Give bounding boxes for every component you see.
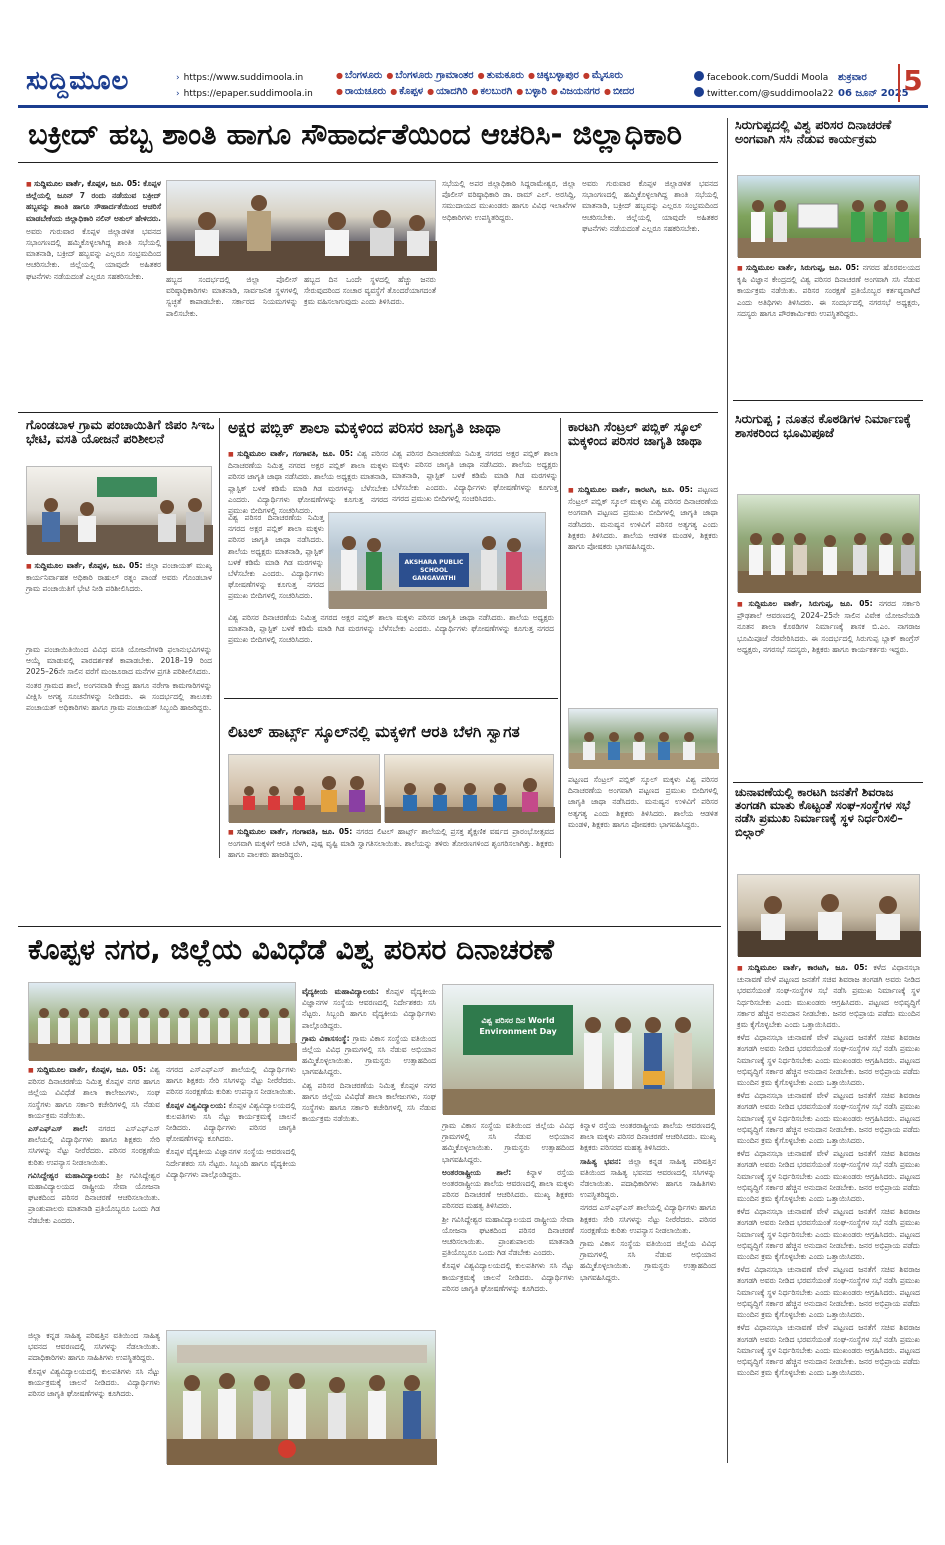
issue-date-text: 06 ಜೂನ್ 2025 (838, 88, 909, 99)
koppal-env-photo-1 (28, 982, 296, 1060)
article-paragraph: ಕೊಪ್ಪಳ ವಿಶ್ವವಿದ್ಯಾಲಯದಲ್ಲಿ ಕುಲಪತಿಗಳು ಸಸಿ ನೆಟ್ಟು ಕಾರ್ಯಕ್ರಮಕ್ಕೆ ಚಾಲನೆ ನೀಡಿದರು. ವಿದ್ಯಾರ್ಥಿಗಳು ಪರಿಸರ ಜಾಗೃತಿ ಘೋಷಣೆಗಳನ್ನು ಕೂಗಿದರು. (28, 1366, 160, 1399)
district-item: ● ಯಾದಗಿರಿ (427, 86, 467, 97)
website-link[interactable]: https://www.suddimoola.in (183, 73, 304, 83)
district-item: ● ವಿಜಯನಗರ (551, 86, 600, 97)
karatagi-rally-photo (568, 708, 718, 768)
bakrid-col-1 (26, 178, 161, 408)
divider (733, 782, 923, 783)
article-paragraph: ನಗರದ ಲಿಟಲ್ ಹಾರ್ಟ್ಸ್ ಶಾಲೆಯಲ್ಲಿ ಪ್ರಸಕ್ತ ಶೈಕ್ಷಣಿಕ ವರ್ಷದ ಪ್ರಾರಂಭೋತ್ಸವದ ಅಂಗವಾಗಿ ಮಕ್ಕಳಿಗೆ ಆರತಿ ಬೆಳಗಿ, ಪುಷ್ಪ ವೃಷ್ಟಿ ಮಾಡಿ ಸ್ವಾಗತಿಸಲಾಯಿತು. ಶಾಲೆಯನ್ನು ತಳಿರು ತೋರಣಗಳಿಂದ ಶೃಂಗರಿಸಲಾಗಿತ್ತು. ಶಿಕ್ಷಕರು ಹಾಗೂ ಪಾಲಕರು ಹಾಜರಿದ್ದರು. (228, 827, 554, 860)
article-subhead: ಗ್ರಾಮ ವಿಕಾಸಸಂಸ್ಥೆ: (302, 1033, 350, 1043)
bakrid-meeting-photo (166, 180, 436, 270)
koppal-env-col-6 (28, 1330, 160, 1465)
district-item: ● ಬಳ್ಳಾರಿ (516, 86, 547, 97)
article-paragraph: ವಿಶ್ವ ಪರಿಸರ ದಿನಾಚರಣೆಯ ನಿಮಿತ್ತ ಕೊಪ್ಪಳ ನಗರ ಹಾಗೂ ಜಿಲ್ಲೆಯ ವಿವಿಧೆಡೆ ಶಾಲಾ ಕಾಲೇಜುಗಳು, ಸಂಘ ಸಂಸ್ಥೆಗಳು ಹಾಗೂ ಸರ್ಕಾರಿ ಕಚೇರಿಗಳಲ್ಲಿ ಸಸಿ ನೆಡುವ ಕಾರ್ಯಕ್ರಮ ನಡೆಯಿತು. (28, 1065, 161, 1120)
article-paragraph: ಕೊಪ್ಪಳ ವೈದ್ಯಕೀಯ ವಿಜ್ಞಾನಗಳ ಸಂಸ್ಥೆಯ ಆವರಣದಲ್ಲಿ ನಿರ್ದೇಶಕರು ಸಸಿ ನೆಟ್ಟರು. ಸಿಬ್ಬಂದಿ ಹಾಗೂ ವೈದ್ಯಕೀಯ ವಿದ್ಯಾರ್ಥಿಗಳು ಪಾಲ್ಗೊಂಡಿದ್ದರು. (302, 987, 436, 1030)
little-hearts-photo-1 (228, 754, 380, 822)
masthead (18, 62, 928, 108)
bakrid-col-5 (582, 178, 718, 408)
divider (224, 698, 558, 699)
article-paragraph: ಕಿನ್ನಾಳ ರಸ್ತೆಯ ಅಂತರರಾಷ್ಟ್ರೀಯ ಶಾಲೆಯ ಆವರಣದಲ್ಲಿ ಶಾಲಾ ಮಕ್ಕಳು ಪರಿಸರ ದಿನಾಚರಣೆ ಆಚರಿಸಿದರು. ಮುಖ್ಯ ಶಿಕ್ಷಕರು ಪರಿಸರದ ಮಹತ್ವ ತಿಳಿಸಿದರು. (580, 1121, 716, 1153)
article-paragraph: ಹಬ್ಬದ ದಿನ ಒಂದೇ ಸ್ಥಳದಲ್ಲಿ ಹೆಚ್ಚು ಜನರು ಸೇರುವುದರಿಂದ ಸಂಚಾರ ವ್ಯವಸ್ಥೆಗೆ ತೊಂದರೆಯಾಗದಂತೆ ಕ್ರಮ ವಹಿಸಲಾಗುವುದು ಎಂದು ತಿಳಿಸಿದರು. (304, 275, 436, 307)
byline: ■ ಸುದ್ದಿಮೂಲ ವಾರ್ತೆ, ಕೊಪ್ಪಳ, ಜೂ. 05: (26, 561, 142, 570)
article-paragraph: ಜಿಲ್ಲಾ ಪಂಚಾಯತ್ ಮುಖ್ಯ ಕಾರ್ಯನಿರ್ವಾಹಕ ಅಧಿಕಾರಿ ರಾಹುಲ್ ರತ್ನಂ ಪಾಂಡೆ ಅವರು ಗೊಂಡಬಾಳ ಗ್ರಾಮ ಪಂಚಾಯಿತಿಗೆ ಭೇಟಿ ನೀಡಿ ಪರಿಶೀಲಿಸಿದರು. (26, 561, 213, 594)
district-item: ● ಬೆಂಗಳೂರು ಗ್ರಾಮಾಂತರ (386, 70, 473, 81)
district-row-1 (336, 68, 666, 84)
tree-planting-photo (737, 175, 920, 257)
divider (18, 162, 718, 163)
koppal-env-photo-2 (442, 984, 714, 1114)
article-paragraph: ಗ್ರಾಮ ವಿಕಾಸ ಸಂಸ್ಥೆಯ ವತಿಯಿಂದ ಜಿಲ್ಲೆಯ ವಿವಿಧ ಗ್ರಾಮಗಳಲ್ಲಿ ಸಸಿ ನೆಡುವ ಅಭಿಯಾನ ಹಮ್ಮಿಕೊಳ್ಳಲಾಯಿತು. ಗ್ರಾಮಸ್ಥರು ಉತ್ಸಾಹದಿಂದ ಭಾಗವಹಿಸಿದ್ದರು. (580, 1239, 716, 1282)
district-item: ● ಕಲಬುರಗಿ (472, 86, 513, 97)
byline: ■ ಸುದ್ದಿಮೂಲ ವಾರ್ತೆ, ಕೊಪ್ಪಳ, ಜೂ. 05: (26, 179, 140, 188)
district-item: ● ರಾಯಚೂರು (336, 86, 386, 97)
byline: ■ ಸುದ್ದಿಮೂಲ ವಾರ್ತೆ, ಸಿರುಗುಪ್ಪ, ಜೂ. 05: (737, 599, 873, 608)
article-paragraph: ಕಳೆದ ವಿಧಾನಸಭಾ ಚುನಾವಣೆ ವೇಳೆ ಪಟ್ಟಣದ ಜನತೆಗೆ ಸಚಿವ ಶಿವರಾಜ ತಂಗಡಗಿ ಅವರು ನೀಡಿದ ಭರವಸೆಯಂತೆ ಸಂಘ-ಸಂಸ್ಥೆಗಳ ಸಭೆ ನಡೆಸಿ ಪ್ರಮುಖ ನಿರ್ಮಾಣಕ್ಕೆ ಸ್ಥಳ ನಿರ್ಧರಿಸಬೇಕು ಎಂದು ಮುಖಂಡರು ಆಗ್ರಹಿಸಿದರು. ಪಟ್ಟಣದ ಅಭಿವೃದ್ಧಿಗೆ ಸರ್ಕಾರ ಹೆಚ್ಚಿನ ಅನುದಾನ ನೀಡಬೇಕು. ಜನರ ಅಭಿಪ್ರಾಯ ಪಡೆದು ಮುಂದಿನ ಕ್ರಮ ಕೈಗೊಳ್ಳಬೇಕು ಎಂದು ಒತ್ತಾಯಿಸಿದರು. (737, 1091, 920, 1146)
byline: ■ ಸುದ್ದಿಮೂಲ ವಾರ್ತೆ, ಕಾರಟಗಿ, ಜೂ. 05: (737, 963, 867, 972)
bakrid-headline: ಬಕ್ರೀದ್ ಹಬ್ಬ ಶಾಂತಿ ಹಾಗೂ ಸೌಹಾರ್ದತೆಯಿಂದ ಆಚರಿಸಿ- ಜಿಲ್ಲಾಧಿಕಾರಿ (28, 117, 682, 151)
district-item: ● ಬೀದರ (604, 86, 634, 97)
issue-day: ಶುಕ್ರವಾರ (838, 72, 867, 83)
akshara-body-2 (392, 448, 558, 508)
siruguppa-env-body (737, 262, 920, 392)
byline: ■ ಸುದ್ದಿಮೂಲ ವಾರ್ತೆ, ಸಿರುಗುಪ್ಪ, ಜೂ. 05: (737, 263, 859, 272)
article-paragraph: ಕಳೆದ ವಿಧಾನಸಭಾ ಚುನಾವಣೆ ವೇಳೆ ಪಟ್ಟಣದ ಜನತೆಗೆ ಸಚಿವ ಶಿವರಾಜ ತಂಗಡಗಿ ಅವರು ನೀಡಿದ ಭರವಸೆಯಂತೆ ಸಂಘ-ಸಂಸ್ಥೆಗಳ ಸಭೆ ನಡೆಸಿ ಪ್ರಮುಖ ನಿರ್ಮಾಣಕ್ಕೆ ಸ್ಥಳ ನಿರ್ಧರಿಸಬೇಕು ಎಂದು ಮುಖಂಡರು ಆಗ್ರಹಿಸಿದರು. ಪಟ್ಟಣದ ಅಭಿವೃದ್ಧಿಗೆ ಸರ್ಕಾರ ಹೆಚ್ಚಿನ ಅನುದಾನ ನೀಡಬೇಕು. ಜನರ ಅಭಿಪ್ರಾಯ ಪಡೆದು ಮುಂದಿನ ಕ್ರಮ ಕೈಗೊಳ್ಳಬೇಕು ಎಂದು ಒತ್ತಾಯಿಸಿದರು. (737, 1033, 920, 1088)
byline: ■ ಸುದ್ದಿಮೂಲ ವಾರ್ತೆ, ಕಾರಟಗಿ, ಜೂ. 05: (568, 485, 693, 494)
bhoomi-headline: ಸಿರುಗುಪ್ಪ ; ನೂತನ ಕೊಠಡಿಗಳ ನಿರ್ಮಾಣಕ್ಕೆ ಶಾಸಕರಿಂದ ಭೂಮಿಪೂಜೆ (735, 411, 911, 441)
chunavane-body (737, 962, 920, 1467)
divider (18, 412, 718, 413)
article-paragraph: ಜಿಲ್ಲಾ ಕನ್ನಡ ಸಾಹಿತ್ಯ ಪರಿಷತ್ತಿನ ವತಿಯಿಂದ ಸಾಹಿತ್ಯ ಭವನದ ಆವರಣದಲ್ಲಿ ಸಸಿಗಳನ್ನು ನೆಡಲಾಯಿತು. ಪದಾಧಿಕಾರಿಗಳು ಹಾಗೂ ಸಾಹಿತಿಗಳು ಉಪಸ್ಥಿತರಿದ್ದರು. (580, 1156, 717, 1200)
link-icon: › (176, 89, 180, 99)
akshara-body-1 (228, 448, 388, 516)
bhoomi-body (737, 598, 920, 778)
article-paragraph: ನಗರದ ಎಸ್ಎಫ್ಎಸ್ ಶಾಲೆಯಲ್ಲಿ ವಿದ್ಯಾರ್ಥಿಗಳು ಹಾಗೂ ಶಿಕ್ಷಕರು ಸೇರಿ ಸಸಿಗಳನ್ನು ನೆಟ್ಟು ನೀರೆರೆದರು. ಪರಿಸರ ಸಂರಕ್ಷಣೆಯ ಕುರಿತು ಉಪನ್ಯಾಸ ನೀಡಲಾಯಿತು. (28, 1124, 160, 1167)
bhoomi-pooja-scene (738, 495, 921, 593)
chunavane-headline: ಚುನಾವಣೆಯಲ್ಲಿ ಕಾರಟಗಿ ಜನತೆಗೆ ಶಿವರಾಜ ತಂಗಡಗಿ ಮಾತು ಕೊಟ್ಟಂತೆ ಸಂಘ-ಸಂಸ್ಥೆಗಳ ಸಭೆ ನಡೆಸಿ ಪ್ರಮುಖ ನಿರ್ಮಾಣಕ್ಕೆ ಸ್ಥಳ ನಿರ್ಧರಿಸಲಿ–ಬಿಲ್ಗಾರ್ (735, 785, 911, 839)
divider (18, 926, 721, 927)
siruguppa-env-headline: ಸಿರುಗುಪ್ಪದಲ್ಲಿ ವಿಶ್ವ ಪರಿಸರ ದಿನಾಚರಣೆ ಅಂಗವಾಗಿ ಸಸಿ ನೆಡುವ ಕಾರ್ಯಕ್ರಮ (735, 117, 892, 147)
article-paragraph: ವಿಶ್ವ ಪರಿಸರ ದಿನಾಚರಣೆಯ ನಿಮಿತ್ತ ನಗರದ ಅಕ್ಷರ ಪಬ್ಲಿಕ್ ಶಾಲಾ ಮಕ್ಕಳು ಪರಿಸರ ಜಾಗೃತಿ ಜಾಥಾ ನಡೆಸಿದರು. ಶಾಲೆಯ ಅಧ್ಯಕ್ಷರು ಮಾತನಾಡಿ, ಪ್ಲಾಸ್ಟಿಕ್ ಬಳಕೆ ಕಡಿಮೆ ಮಾಡಿ ಗಿಡ ಮರಗಳನ್ನು ಬೆಳೆಸಬೇಕು ಎಂದರು. ವಿದ್ಯಾರ್ಥಿಗಳು ಘೋಷಣೆಗಳನ್ನು ಕೂಗುತ್ತ ನಗರದ ಪ್ರಮುಖ ಬೀದಿಗಳಲ್ಲಿ ಸಂಚರಿಸಿದರು. (392, 449, 558, 503)
gondabal-headline: ಗೊಂಡಬಾಳ ಗ್ರಾಮ ಪಂಚಾಯಿತಿಗೆ ಜಿಪಂ ಸಿಇಒ ಭೇಟಿ, ವಸತಿ ಯೋಜನೆ ಪರಿಶೀಲನೆ (26, 417, 215, 447)
article-lead: ಕೊಪ್ಪಳ ಜಿಲ್ಲೆಯಲ್ಲಿ ಜೂನ್ 7 ರಂದು ನಡೆಯುವ ಬಕ್ರೀದ್ ಹಬ್ಬವನ್ನು ಶಾಂತಿ ಹಾಗೂ ಸೌಹಾರ್ದತೆಯಿಂದ ಆಚರಿಸೆ ಮಾಡಬೇಕೆಂದು ಜಿಲ್ಲಾಧಿಕಾರಿ ನಲಿನ್ ಅತುಲ್ ಹೇಳಿದರು. (26, 179, 162, 223)
article-paragraph: ಪಟ್ಟಣದ ಸೆಂಟ್ರಲ್ ಪಬ್ಲಿಕ್ ಸ್ಕೂಲ್ ಮಕ್ಕಳು ವಿಶ್ವ ಪರಿಸರ ದಿನಾಚರಣೆಯ ಅಂಗವಾಗಿ ಪಟ್ಟಣದ ಪ್ರಮುಖ ಬೀದಿಗಳಲ್ಲಿ ಜಾಗೃತಿ ಜಾಥಾ ನಡೆಸಿದರು. ಮನುಷ್ಯನ ಉಳಿವಿಗೆ ಪರಿಸರ ಅತ್ಯಗತ್ಯ ಎಂದು ಶಿಕ್ಷಕರು ತಿಳಿಸಿದರು. ಶಾಲೆಯ ಆಡಳಿತ ಮಂಡಳಿ, ಶಿಕ್ಷಕರು ಹಾಗೂ ಪೋಷಕರು ಭಾಗವಹಿಸಿದ್ದರು. (568, 485, 718, 552)
article-paragraph: ಕಿನ್ನಾಳ ರಸ್ತೆಯ ಅಂತರರಾಷ್ಟ್ರೀಯ ಶಾಲೆಯ ಆವರಣದಲ್ಲಿ ಶಾಲಾ ಮಕ್ಕಳು ಪರಿಸರ ದಿನಾಚರಣೆ ಆಚರಿಸಿದರು. ಮುಖ್ಯ ಶಿಕ್ಷಕರು ಪರಿಸರದ ಮಹತ್ವ ತಿಳಿಸಿದರು. (442, 1167, 574, 1211)
gondabal-body-1 (26, 560, 212, 640)
article-subhead: ಸಾಹಿತ್ಯ ಭವನ: (580, 1156, 622, 1166)
article-paragraph: ನಗರದ ಎಸ್ಎಫ್ಎಸ್ ಶಾಲೆಯಲ್ಲಿ ವಿದ್ಯಾರ್ಥಿಗಳು ಹಾಗೂ ಶಿಕ್ಷಕರು ಸೇರಿ ಸಸಿಗಳನ್ನು ನೆಟ್ಟು ನೀರೆರೆದರು. ಪರಿಸರ ಸಂರಕ್ಷಣೆಯ ಕುರಿತು ಉಪನ್ಯಾಸ ನೀಡಲಾಯಿತು. (166, 1065, 296, 1097)
sapling-planting-scene (167, 1331, 437, 1465)
gondabal-body-2 (26, 644, 212, 854)
byline: ■ ಸುದ್ದಿಮೂಲ ವಾರ್ತೆ, ಗಂಗಾವತಿ, ಜೂ. 05: (228, 827, 352, 836)
page-number: 5 (898, 64, 926, 102)
district-item: ● ಬೆಂಗಳೂರು (336, 70, 382, 81)
link-icon: › (176, 73, 180, 83)
article-paragraph: ಕಳೆದ ವಿಧಾನಸಭಾ ಚುನಾವಣೆ ವೇಳೆ ಪಟ್ಟಣದ ಜನತೆಗೆ ಸಚಿವ ಶಿವರಾಜ ತಂಗಡಗಿ ಅವರು ನೀಡಿದ ಭರವಸೆಯಂತೆ ಸಂಘ-ಸಂಸ್ಥೆಗಳ ಸಭೆ ನಡೆಸಿ ಪ್ರಮುಖ ನಿರ್ಮಾಣಕ್ಕೆ ಸ್ಥಳ ನಿರ್ಧರಿಸಬೇಕು ಎಂದು ಮುಖಂಡರು ಆಗ್ರಹಿಸಿದರು. ಪಟ್ಟಣದ ಅಭಿವೃದ್ಧಿಗೆ ಸರ್ಕಾರ ಹೆಚ್ಚಿನ ಅನುದಾನ ನೀಡಬೇಕು. ಜನರ ಅಭಿಪ್ರಾಯ ಪಡೆದು ಮುಂದಿನ ಕ್ರಮ ಕೈಗೊಳ್ಳಬೇಕು ಎಂದು ಒತ್ತಾಯಿಸಿದರು. (737, 1265, 920, 1320)
little-hearts-headline: ಲಿಟಲ್ ಹಾರ್ಟ್ಸ್ ಸ್ಕೂಲ್‌ನಲ್ಲಿ ಮಕ್ಕಳಿಗೆ ಆರತಿ ಬೆಳಗಿ ಸ್ವಾಗತ (228, 723, 520, 741)
akshara-headline: ಅಕ್ಷರ ಪಬ್ಲಿಕ್ ಶಾಲಾ ಮಕ್ಕಳಿಂದ ಪರಿಸರ ಜಾಗೃತಿ ಜಾಥಾ (228, 419, 501, 437)
article-paragraph: ಗ್ರಾಮ ಪಂಚಾಯಿತಿಯಿಂದ ವಿವಿಧ ವಸತಿ ಯೋಜನೆಗಳಡಿ ಫಲಾನುಭವಿಗಳನ್ನು ಆಯ್ಕೆ ಮಾಡುವಲ್ಲಿ ಪಾರದರ್ಶಕತೆ ಕಾಪಾಡಬೇಕು. 2018–19 ರಿಂದ 2025–26ನೇ ಸಾಲಿನ ವರೆಗೆ ಮಂಜೂರಾದ ಮನೆಗಳ ಪ್ರಗತಿ ಪರಿಶೀಲಿಸಿದರು. (26, 645, 212, 677)
article-paragraph: ಹಬ್ಬದ ಸಂದರ್ಭದಲ್ಲಿ ಜಿಲ್ಲಾ ಪೊಲೀಸ್ ವರಿಷ್ಠಾಧಿಕಾರಿಗಳು ಮಾತನಾಡಿ, ಸಾರ್ವಜನಿಕ ಸ್ಥಳಗಳಲ್ಲಿ ಸ್ವಚ್ಛತೆ ಕಾಪಾಡಬೇಕು. ಸರ್ಕಾರದ ನಿಯಮಗಳನ್ನು ಪಾಲಿಸಬೇಕು. (166, 275, 298, 318)
article-paragraph: ಗ್ರಾಮ ವಿಕಾಸ ಸಂಸ್ಥೆಯ ವತಿಯಿಂದ ಜಿಲ್ಲೆಯ ವಿವಿಧ ಗ್ರಾಮಗಳಲ್ಲಿ ಸಸಿ ನೆಡುವ ಅಭಿಯಾನ ಹಮ್ಮಿಕೊಳ್ಳಲಾಯಿತು. ಗ್ರಾಮಸ್ಥರು ಉತ್ಸಾಹದಿಂದ ಭಾಗವಹಿಸಿದ್ದರು. (442, 1121, 574, 1164)
facebook-icon (694, 71, 704, 81)
article-paragraph: ಅವರು ಗುರುವಾರ ಕೊಪ್ಪಳ ಜಿಲ್ಲಾಡಳಿತ ಭವನದ ಸಭಾಂಗಣದಲ್ಲಿ ಹಮ್ಮಿಕೊಳ್ಳಲಾಗಿದ್ದ ಶಾಂತಿ ಸಭೆಯಲ್ಲಿ ಮಾತನಾಡಿ, ಬಕ್ರೀದ್ ಹಬ್ಬವನ್ನು ಎಲ್ಲರೂ ಸಂಭ್ರಮದಿಂದ ಆಚರಿಸಬೇಕು. ಜಿಲ್ಲೆಯಲ್ಲಿ ಯಾವುದೇ ಅಹಿತಕರ ಘಟನೆಗಳು ನಡೆಯದಂತೆ ಎಲ್ಲರೂ ಸಹಕರಿಸಬೇಕು. (26, 226, 161, 281)
tree-planting-scene (738, 176, 921, 258)
karatagi-headline: ಕಾರಟಗಿ ಸೆಂಟ್ರಲ್ ಪಬ್ಲಿಕ್ ಸ್ಕೂಲ್ ಮಕ್ಕಳಿಂದ ಪರಿಸರ ಜಾಗೃತಿ ಜಾಥಾ (568, 419, 702, 449)
district-item: ● ಕೊಪ್ಪಳ (390, 86, 423, 97)
article-paragraph: ಗ್ರಾಮ ವಿಕಾಸ ಸಂಸ್ಥೆಯ ವತಿಯಿಂದ ಜಿಲ್ಲೆಯ ವಿವಿಧ ಗ್ರಾಮಗಳಲ್ಲಿ ಸಸಿ ನೆಡುವ ಅಭಿಯಾನ ಹಮ್ಮಿಕೊಳ್ಳಲಾಯಿತು. ಗ್ರಾಮಸ್ಥರು ಉತ್ಸಾಹದಿಂದ ಭಾಗವಹಿಸಿದ್ದರು. (302, 1033, 436, 1077)
article-subhead: ಅಂತರರಾಷ್ಟ್ರೀಯ ಶಾಲೆ: (442, 1167, 512, 1177)
byline: ■ ಸುದ್ದಿಮೂಲ ವಾರ್ತೆ, ಕೊಪ್ಪಳ, ಜೂ. 05: (28, 1065, 146, 1074)
article-subhead: ವೈದ್ಯಕೀಯ ಮಹಾವಿದ್ಯಾಲಯ: (302, 987, 379, 996)
article-subhead: ಎಸ್ಎಫ್ಎಸ್ ಶಾಲೆ: (28, 1124, 88, 1134)
social-links (694, 70, 834, 102)
masthead-urls (176, 70, 313, 102)
office-photo-scene (27, 467, 213, 555)
twitter-link[interactable]: twitter.com/@suddimoola22 (707, 89, 834, 99)
twitter-icon (694, 87, 704, 97)
article-paragraph: ಪಟ್ಟಣದ ಸೆಂಟ್ರಲ್ ಪಬ್ಲಿಕ್ ಸ್ಕೂಲ್ ಮಕ್ಕಳು ವಿಶ್ವ ಪರಿಸರ ದಿನಾಚರಣೆಯ ಅಂಗವಾಗಿ ಪಟ್ಟಣದ ಪ್ರಮುಖ ಬೀದಿಗಳಲ್ಲಿ ಜಾಗೃತಿ ಜಾಥಾ ನಡೆಸಿದರು. ಮನುಷ್ಯನ ಉಳಿವಿಗೆ ಪರಿಸರ ಅತ್ಯಗತ್ಯ ಎಂದು ಶಿಕ್ಷಕರು ತಿಳಿಸಿದರು. ಶಾಲೆಯ ಆಡಳಿತ ಮಂಡಳಿ, ಶಿಕ್ಷಕರು ಹಾಗೂ ಪೋಷಕರು ಭಾಗವಹಿಸಿದ್ದರು. (568, 775, 718, 829)
group-photo-scene (29, 983, 297, 1061)
article-paragraph: ಅವರು ಗುರುವಾರ ಕೊಪ್ಪಳ ಜಿಲ್ಲಾಡಳಿತ ಭವನದ ಸಭಾಂಗಣದಲ್ಲಿ ಹಮ್ಮಿಕೊಳ್ಳಲಾಗಿದ್ದ ಶಾಂತಿ ಸಭೆಯಲ್ಲಿ ಮಾತನಾಡಿ, ಬಕ್ರೀದ್ ಹಬ್ಬವನ್ನು ಎಲ್ಲರೂ ಸಂಭ್ರಮದಿಂದ ಆಚರಿಸಬೇಕು. ಜಿಲ್ಲೆಯಲ್ಲಿ ಯಾವುದೇ ಅಹಿತಕರ ಘಟನೆಗಳು ನಡೆಯದಂತೆ ಎಲ್ಲರೂ ಸಹಕರಿಸಬೇಕು. (582, 179, 718, 233)
meeting-photo-scene (167, 181, 437, 271)
bakrid-col-2 (166, 274, 298, 408)
article-paragraph: ಕೊಪ್ಪಳ ವಿಶ್ವವಿದ್ಯಾಲಯದಲ್ಲಿ ಕುಲಪತಿಗಳು ಸಸಿ ನೆಟ್ಟು ಕಾರ್ಯಕ್ರಮಕ್ಕೆ ಚಾಲನೆ ನೀಡಿದರು. ವಿದ್ಯಾರ್ಥಿಗಳು ಪರಿಸರ ಜಾಗೃತಿ ಘೋಷಣೆಗಳನ್ನು ಕೂಗಿದರು. (166, 1100, 296, 1144)
divider (733, 400, 923, 401)
article-paragraph: ಸಭೆಯಲ್ಲಿ ಅಪರ ಜಿಲ್ಲಾಧಿಕಾರಿ ಸಿದ್ದರಾಮೇಶ್ವರ, ಜಿಲ್ಲಾ ಪೊಲೀಸ್ ವರಿಷ್ಠಾಧಿಕಾರಿ ಡಾ. ರಾಮ್ ಎಲ್. ಅರಸಿದ್ದಿ, ಸಮುದಾಯದ ಮುಖಂಡರು ಹಾಗೂ ವಿವಿಧ ಇಲಾಖೆಗಳ ಅಧಿಕಾರಿಗಳು ಉಪಸ್ಥಿತರಿದ್ದರು. (442, 179, 576, 222)
bakrid-col-4 (442, 178, 576, 408)
district-item: ● ತುಮಕೂರು (478, 70, 524, 81)
column-divider (727, 118, 728, 1463)
koppal-env-col-3 (302, 986, 436, 1324)
little-hearts-body (228, 826, 554, 860)
article-paragraph: ಜಿಲ್ಲಾ ಕನ್ನಡ ಸಾಹಿತ್ಯ ಪರಿಷತ್ತಿನ ವತಿಯಿಂದ ಸಾಹಿತ್ಯ ಭವನದ ಆವರಣದಲ್ಲಿ ಸಸಿಗಳನ್ನು ನೆಡಲಾಯಿತು. ಪದಾಧಿಕಾರಿಗಳು ಹಾಗೂ ಸಾಹಿತಿಗಳು ಉಪಸ್ಥಿತರಿದ್ದರು. (28, 1331, 160, 1363)
article-paragraph: ವಿಶ್ವ ಪರಿಸರ ದಿನಾಚರಣೆಯ ನಿಮಿತ್ತ ನಗರದ ಅಕ್ಷರ ಪಬ್ಲಿಕ್ ಶಾಲಾ ಮಕ್ಕಳು ಪರಿಸರ ಜಾಗೃತಿ ಜಾಥಾ ನಡೆಸಿದರು. ಶಾಲೆಯ ಅಧ್ಯಕ್ಷರು ಮಾತನಾಡಿ, ಪ್ಲಾಸ್ಟಿಕ್ ಬಳಕೆ ಕಡಿಮೆ ಮಾಡಿ ಗಿಡ ಮರಗಳನ್ನು ಬೆಳೆಸಬೇಕು ಎಂದರು. ವಿದ್ಯಾರ್ಥಿಗಳು ಘೋಷಣೆಗಳನ್ನು ಕೂಗುತ್ತ ನಗರದ ಪ್ರಮುಖ ಬೀದಿಗಳಲ್ಲಿ ಸಂಚರಿಸಿದರು. (228, 613, 554, 645)
classroom-photo-scene (385, 755, 555, 823)
district-row-2 (336, 84, 666, 100)
akshara-rally-photo (328, 512, 546, 608)
welcome-photo-scene (229, 755, 381, 823)
karatagi-rally-scene (569, 709, 719, 769)
press-meet-scene (738, 875, 921, 957)
gondabal-office-photo (26, 466, 212, 554)
facebook-link[interactable]: facebook.com/Suddi Moola (707, 73, 829, 83)
article-paragraph: ವಿಶ್ವ ಪರಿಸರ ದಿನಾಚರಣೆಯ ನಿಮಿತ್ತ ನಗರದ ಅಕ್ಷರ ಪಬ್ಲಿಕ್ ಶಾಲಾ ಮಕ್ಕಳು ಪರಿಸರ ಜಾಗೃತಿ ಜಾಥಾ ನಡೆಸಿದರು. ಶಾಲೆಯ ಅಧ್ಯಕ್ಷರು ಮಾತನಾಡಿ, ಪ್ಲಾಸ್ಟಿಕ್ ಬಳಕೆ ಕಡಿಮೆ ಮಾಡಿ ಗಿಡ ಮರಗಳನ್ನು ಬೆಳೆಸಬೇಕು ಎಂದರು. ವಿದ್ಯಾರ್ಥಿಗಳು ಘೋಷಣೆಗಳನ್ನು ಕೂಗುತ್ತ ನಗರದ ಪ್ರಮುಖ ಬೀದಿಗಳಲ್ಲಿ ಸಂಚರಿಸಿದರು. (228, 513, 324, 601)
article-paragraph: ಕಳೆದ ವಿಧಾನಸಭಾ ಚುನಾವಣೆ ವೇಳೆ ಪಟ್ಟಣದ ಜನತೆಗೆ ಸಚಿವ ಶಿವರಾಜ ತಂಗಡಗಿ ಅವರು ನೀಡಿದ ಭರವಸೆಯಂತೆ ಸಂಘ-ಸಂಸ್ಥೆಗಳ ಸಭೆ ನಡೆಸಿ ಪ್ರಮುಖ ನಿರ್ಮಾಣಕ್ಕೆ ಸ್ಥಳ ನಿರ್ಧರಿಸಬೇಕು ಎಂದು ಮುಖಂಡರು ಆಗ್ರಹಿಸಿದರು. ಪಟ್ಟಣದ ಅಭಿವೃದ್ಧಿಗೆ ಸರ್ಕಾರ ಹೆಚ್ಚಿನ ಅನುದಾನ ನೀಡಬೇಕು. ಜನರ ಅಭಿಪ್ರಾಯ ಪಡೆದು ಮುಂದಿನ ಕ್ರಮ ಕೈಗೊಳ್ಳಬೇಕು ಎಂದು ಒತ್ತಾಯಿಸಿದರು. (737, 1323, 920, 1378)
koppal-env-col-2 (166, 1064, 296, 1324)
koppal-env-headline: ಕೊಪ್ಪಳ ನಗರ, ಜಿಲ್ಲೆಯ ವಿವಿಧೆಡೆ ವಿಶ್ವ ಪರಿಸರ ದಿನಾಚರಣೆ (28, 933, 554, 966)
column-divider (560, 418, 561, 858)
article-paragraph: ವಿಶ್ವ ಪರಿಸರ ದಿನಾಚರಣೆಯ ನಿಮಿತ್ತ ನಗರದ ಅಕ್ಷರ ಪಬ್ಲಿಕ್ ಶಾಲಾ ಮಕ್ಕಳು ಪರಿಸರ ಜಾಗೃತಿ ಜಾಥಾ ನಡೆಸಿದರು. ಶಾಲೆಯ ಅಧ್ಯಕ್ಷರು ಮಾತನಾಡಿ, ಪ್ಲಾಸ್ಟಿಕ್ ಬಳಕೆ ಕಡಿಮೆ ಮಾಡಿ ಗಿಡ ಮರಗಳನ್ನು ಬೆಳೆಸಬೇಕು ಎಂದರು. ವಿದ್ಯಾರ್ಥಿಗಳು ಘೋಷಣೆಗಳನ್ನು ಕೂಗುತ್ತ ನಗರದ ಪ್ರಮುಖ ಬೀದಿಗಳಲ್ಲಿ ಸಂಚರಿಸಿದರು. (228, 449, 388, 516)
article-subhead: ಗವಿಸಿದ್ದೇಶ್ವರ ಮಹಾವಿದ್ಯಾಲಯ: (28, 1170, 110, 1180)
article-paragraph: ನಗರದ ಹೊರವಲಯದ ಕೃಷಿ ವಿಜ್ಞಾನ ಕೇಂದ್ರದಲ್ಲಿ ವಿಶ್ವ ಪರಿಸರ ದಿನಾಚರಣೆ ಅಂಗವಾಗಿ ಸಸಿ ನೆಡುವ ಕಾರ್ಯಕ್ರಮ ನಡೆಯಿತು. ಪರಿಸರ ಸಂರಕ್ಷಣೆ ಪ್ರತಿಯೊಬ್ಬರ ಕರ್ತವ್ಯವಾಗಿದೆ ಎಂದು ಅತಿಥಿಗಳು ತಿಳಿಸಿದರು. ಈ ಸಂದರ್ಭದಲ್ಲಿ ನಗರಸಭೆ ಅಧ್ಯಕ್ಷರು, ಸದಸ್ಯರು ಹಾಗೂ ಪೌರಕಾರ್ಮಿಕರು ಉಪಸ್ಥಿತರಿದ್ದರು. (737, 263, 920, 318)
article-paragraph: ಕಳೆದ ವಿಧಾನಸಭಾ ಚುನಾವಣೆ ವೇಳೆ ಪಟ್ಟಣದ ಜನತೆಗೆ ಸಚಿವ ಶಿವರಾಜ ತಂಗಡಗಿ ಅವರು ನೀಡಿದ ಭರವಸೆಯಂತೆ ಸಂಘ-ಸಂಸ್ಥೆಗಳ ಸಭೆ ನಡೆಸಿ ಪ್ರಮುಖ ನಿರ್ಮಾಣಕ್ಕೆ ಸ್ಥಳ ನಿರ್ಧರಿಸಬೇಕು ಎಂದು ಮುಖಂಡರು ಆಗ್ರಹಿಸಿದರು. ಪಟ್ಟಣದ ಅಭಿವೃದ್ಧಿಗೆ ಸರ್ಕಾರ ಹೆಚ್ಚಿನ ಅನುದಾನ ನೀಡಬೇಕು. ಜನರ ಅಭಿಪ್ರಾಯ ಪಡೆದು ಮುಂದಿನ ಕ್ರಮ ಕೈಗೊಳ್ಳಬೇಕು ಎಂದು ಒತ್ತಾಯಿಸಿದರು. (737, 963, 920, 1030)
bakrid-col-3 (304, 274, 436, 408)
koppal-env-col-5 (580, 1120, 716, 1465)
koppal-env-col-1 (28, 1064, 160, 1324)
environment-banner-text: ವಿಶ್ವ ಪರಿಸರ ದಿನ World Environment Day (479, 1016, 557, 1036)
koppal-env-photo-3 (166, 1330, 436, 1464)
karatagi-body (568, 484, 718, 702)
district-list (336, 68, 666, 100)
article-paragraph: ಕಳೆದ ವಿಧಾನಸಭಾ ಚುನಾವಣೆ ವೇಳೆ ಪಟ್ಟಣದ ಜನತೆಗೆ ಸಚಿವ ಶಿವರಾಜ ತಂಗಡಗಿ ಅವರು ನೀಡಿದ ಭರವಸೆಯಂತೆ ಸಂಘ-ಸಂಸ್ಥೆಗಳ ಸಭೆ ನಡೆಸಿ ಪ್ರಮುಖ ನಿರ್ಮಾಣಕ್ಕೆ ಸ್ಥಳ ನಿರ್ಧರಿಸಬೇಕು ಎಂದು ಮುಖಂಡರು ಆಗ್ರಹಿಸಿದರು. ಪಟ್ಟಣದ ಅಭಿವೃದ್ಧಿಗೆ ಸರ್ಕಾರ ಹೆಚ್ಚಿನ ಅನುದಾನ ನೀಡಬೇಕು. ಜನರ ಅಭಿಪ್ರಾಯ ಪಡೆದು ಮುಂದಿನ ಕ್ರಮ ಕೈಗೊಳ್ಳಬೇಕು ಎಂದು ಒತ್ತಾಯಿಸಿದರು. (737, 1207, 920, 1262)
akshara-body-4 (228, 612, 554, 694)
article-paragraph: ಶ್ರೀ ಗವಿಸಿದ್ದೇಶ್ವರ ಮಹಾವಿದ್ಯಾಲಯದ ರಾಷ್ಟ್ರೀಯ ಸೇವಾ ಯೋಜನಾ ಘಟಕದಿಂದ ಪರಿಸರ ದಿನಾಚರಣೆ ಆಚರಿಸಲಾಯಿತು. ಪ್ರಾಂಶುಪಾಲರು ಮಾತನಾಡಿ ಪ್ರತಿಯೊಬ್ಬರೂ ಒಂದು ಗಿಡ ನೆಡಬೇಕು ಎಂದರು. (28, 1170, 160, 1225)
karatagi-body-2 (568, 774, 718, 856)
press-meet-photo (737, 874, 920, 956)
byline: ■ ಸುದ್ದಿಮೂಲ ವಾರ್ತೆ, ಗಂಗಾವತಿ, ಜೂ. 05: (228, 449, 353, 458)
newspaper-logo: ಸುದ್ದಿಮೂಲ (26, 66, 130, 96)
epaper-link[interactable]: https://epaper.suddimoola.in (183, 89, 313, 99)
district-item: ● ಚಿಕ್ಕಬಳ್ಳಾಪುರ (528, 70, 579, 81)
article-paragraph: ವಿಶ್ವ ಪರಿಸರ ದಿನಾಚರಣೆಯ ನಿಮಿತ್ತ ಕೊಪ್ಪಳ ನಗರ ಹಾಗೂ ಜಿಲ್ಲೆಯ ವಿವಿಧೆಡೆ ಶಾಲಾ ಕಾಲೇಜುಗಳು, ಸಂಘ ಸಂಸ್ಥೆಗಳು ಹಾಗೂ ಸರ್ಕಾರಿ ಕಚೇರಿಗಳಲ್ಲಿ ಸಸಿ ನೆಡುವ ಕಾರ್ಯಕ್ರಮ ನಡೆಯಿತು. (302, 1080, 436, 1124)
article-paragraph: ನಂತರ ಗ್ರಾಮದ ಶಾಲೆ, ಅಂಗನವಾಡಿ ಕೇಂದ್ರ ಹಾಗೂ ನರೇಗಾ ಕಾಮಗಾರಿಗಳನ್ನು ವೀಕ್ಷಿಸಿ ಅಗತ್ಯ ಸೂಚನೆಗಳನ್ನು ನೀಡಿದರು. ಈ ಸಂದರ್ಭದಲ್ಲಿ ತಾಲೂಕು ಪಂಚಾಯತ್ ಅಧಿಕಾರಿಗಳು ಹಾಗೂ ಗ್ರಾಮ ಪಂಚಾಯತ್ ಸಿಬ್ಬಂದಿ ಹಾಜರಿದ್ದರು. (26, 680, 212, 713)
district-item: ● ಮೈಸೂರು (583, 70, 623, 81)
article-paragraph: ನಗರದ ಸರ್ಕಾರಿ ಪ್ರೌಢಶಾಲೆ ಆವರಣದಲ್ಲಿ 2024–25ನೇ ಸಾಲಿನ ವಿವೇಕ ಯೋಜನೆಯಡಿ ನೂತನ ಶಾಲಾ ಕೊಠಡಿಗಳ ನಿರ್ಮಾಣಕ್ಕೆ ಶಾಸಕ ಬಿ.ಎಂ. ನಾಗರಾಜ ಭೂಮಿಪೂಜೆ ನೆರವೇರಿಸಿದರು. ಈ ಸಂದರ್ಭದಲ್ಲಿ ಸಿರುಗುಪ್ಪ ಬ್ಲಾಕ್ ಕಾಂಗ್ರೆಸ್ ಅಧ್ಯಕ್ಷರು, ನಗರಸಭೆ ಸದಸ್ಯರು, ಶಿಕ್ಷಕರು ಹಾಗೂ ಕಾರ್ಯಕರ್ತರು ಇದ್ದರು. (737, 599, 920, 654)
article-paragraph: ಶ್ರೀ ಗವಿಸಿದ್ದೇಶ್ವರ ಮಹಾವಿದ್ಯಾಲಯದ ರಾಷ್ಟ್ರೀಯ ಸೇವಾ ಯೋಜನಾ ಘಟಕದಿಂದ ಪರಿಸರ ದಿನಾಚರಣೆ ಆಚರಿಸಲಾಯಿತು. ಪ್ರಾಂಶುಪಾಲರು ಮಾತನಾಡಿ ಪ್ರತಿಯೊಬ್ಬರೂ ಒಂದು ಗಿಡ ನೆಡಬೇಕು ಎಂದರು. (442, 1214, 574, 1258)
koppal-env-col-4 (442, 1120, 574, 1465)
article-paragraph: ಕೊಪ್ಪಳ ವಿಶ್ವವಿದ್ಯಾಲಯದಲ್ಲಿ ಕುಲಪತಿಗಳು ಸಸಿ ನೆಟ್ಟು ಕಾರ್ಯಕ್ರಮಕ್ಕೆ ಚಾಲನೆ ನೀಡಿದರು. ವಿದ್ಯಾರ್ಥಿಗಳು ಪರಿಸರ ಜಾಗೃತಿ ಘೋಷಣೆಗಳನ್ನು ಕೂಗಿದರು. (442, 1261, 574, 1293)
little-hearts-photo-2 (384, 754, 554, 822)
school-banner-text: AKSHARA PUBLIC SCHOOL GANGAVATHI (404, 559, 464, 582)
column-divider (219, 418, 220, 858)
environment-day-scene (443, 985, 715, 1115)
article-paragraph: ಕೊಪ್ಪಳ ವೈದ್ಯಕೀಯ ವಿಜ್ಞಾನಗಳ ಸಂಸ್ಥೆಯ ಆವರಣದಲ್ಲಿ ನಿರ್ದೇಶಕರು ಸಸಿ ನೆಟ್ಟರು. ಸಿಬ್ಬಂದಿ ಹಾಗೂ ವೈದ್ಯಕೀಯ ವಿದ್ಯಾರ್ಥಿಗಳು ಪಾಲ್ಗೊಂಡಿದ್ದರು. (166, 1147, 296, 1179)
article-paragraph: ನಗರದ ಎಸ್ಎಫ್ಎಸ್ ಶಾಲೆಯಲ್ಲಿ ವಿದ್ಯಾರ್ಥಿಗಳು ಹಾಗೂ ಶಿಕ್ಷಕರು ಸೇರಿ ಸಸಿಗಳನ್ನು ನೆಟ್ಟು ನೀರೆರೆದರು. ಪರಿಸರ ಸಂರಕ್ಷಣೆಯ ಕುರಿತು ಉಪನ್ಯಾಸ ನೀಡಲಾಯಿತು. (580, 1203, 716, 1235)
article-subhead: ಕೊಪ್ಪಳ ವಿಶ್ವವಿದ್ಯಾಲಯ: (166, 1100, 227, 1110)
bhoomi-pooja-photo (737, 494, 920, 592)
article-paragraph: ಕಳೆದ ವಿಧಾನಸಭಾ ಚುನಾವಣೆ ವೇಳೆ ಪಟ್ಟಣದ ಜನತೆಗೆ ಸಚಿವ ಶಿವರಾಜ ತಂಗಡಗಿ ಅವರು ನೀಡಿದ ಭರವಸೆಯಂತೆ ಸಂಘ-ಸಂಸ್ಥೆಗಳ ಸಭೆ ನಡೆಸಿ ಪ್ರಮುಖ ನಿರ್ಮಾಣಕ್ಕೆ ಸ್ಥಳ ನಿರ್ಧರಿಸಬೇಕು ಎಂದು ಮುಖಂಡರು ಆಗ್ರಹಿಸಿದರು. ಪಟ್ಟಣದ ಅಭಿವೃದ್ಧಿಗೆ ಸರ್ಕಾರ ಹೆಚ್ಚಿನ ಅನುದಾನ ನೀಡಬೇಕು. ಜನರ ಅಭಿಪ್ರಾಯ ಪಡೆದು ಮುಂದಿನ ಕ್ರಮ ಕೈಗೊಳ್ಳಬೇಕು ಎಂದು ಒತ್ತಾಯಿಸಿದರು. (737, 1149, 920, 1204)
